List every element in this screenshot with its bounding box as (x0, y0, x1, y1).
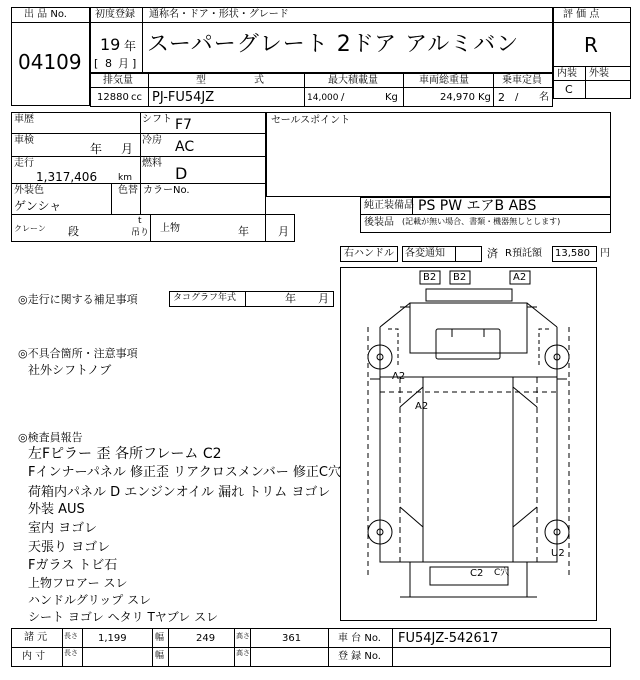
tachograph-label: タコグラフ年式 (173, 293, 237, 303)
tachograph-month-unit: 月 (318, 292, 329, 305)
gross-weight-label: 車両総重量 (419, 75, 469, 86)
capacity-label: 乗車定員 (502, 75, 542, 86)
damage-mark-a2: A2 (392, 371, 406, 382)
cooler-label: 冷房 (142, 135, 162, 146)
inspection-year-unit: 年 (90, 142, 103, 156)
cooler-value: AC (175, 139, 195, 155)
inspector-report-heading: ◎検査員報告 (18, 431, 83, 444)
recycle-deposit-label: R預託額 (505, 248, 542, 259)
inspector-line: 左Fピラー 歪 各所フレーム C2 (28, 446, 222, 462)
damage-mark-c-hole: C穴 (494, 568, 510, 578)
length-value: 1,199 (98, 633, 127, 644)
damage-mark-a2: A2 (415, 401, 429, 412)
shift-value: F7 (175, 117, 192, 133)
crane-stages: 段 (68, 225, 79, 238)
model-name-label: 通称名・ドア・形状・グレード (149, 9, 289, 20)
inspector-line: 室内 ヨゴレ (28, 521, 98, 536)
width-label: 幅 (155, 633, 165, 643)
crane-lift: 吊り (131, 228, 150, 238)
displacement-unit: cc (131, 92, 142, 103)
damage-mark-u2: U2 (551, 548, 565, 559)
fuel-label: 燃料 (142, 158, 162, 169)
recycle-deposit-value: 13,580 (555, 248, 590, 259)
inspector-line: Fインナーパネル 修正歪 リアクロスメンバー 修正C穴 (28, 465, 342, 480)
registration-number-label: 登 録 No. (338, 651, 381, 662)
aftermarket-label: 後装品 (364, 217, 394, 228)
loading-month-box (150, 214, 295, 242)
month-unit: 月 (118, 57, 129, 70)
height-label: 高さ (236, 632, 250, 640)
odometer-change-label: 各変通知 (405, 248, 445, 259)
interior-label: 内装 (557, 68, 577, 79)
chassis-label: 車 台 No. (338, 633, 381, 644)
equipment-label: 純正装備品 (364, 200, 414, 211)
exterior-label: 外装 (589, 68, 609, 79)
damage-mark-c2: C2 (470, 568, 484, 579)
lot-number-label: 出 品 No. (24, 9, 67, 20)
truck-diagram (340, 267, 597, 621)
inner-length-label: 長さ (64, 649, 78, 657)
driving-notes-heading: ◎走行に関する補足事項 (18, 293, 138, 306)
bracket-close: ] (132, 57, 137, 70)
displacement-value: 12880 (97, 92, 129, 103)
capacity-value: 2 (498, 91, 505, 104)
mileage-label: 走行 (14, 158, 34, 169)
damage-mark-a2: A2 (513, 272, 527, 283)
fuel-value: D (175, 164, 188, 183)
damage-mark-b2: B2 (423, 272, 437, 283)
bracket-open: [ (94, 57, 99, 70)
chassis-value: FU54JZ-542617 (398, 631, 499, 646)
first-registration-label: 初度登録 (95, 9, 135, 20)
mileage-unit: km (118, 173, 132, 183)
height-value: 361 (282, 633, 302, 644)
inspector-line: シート ヨゴレ ヘタリ Tヤブレ スレ (28, 610, 219, 624)
equipment-value: PS PW エアB ABS (418, 198, 537, 214)
history-label: 車歴 (14, 114, 34, 125)
loading-month-unit: 月 (278, 225, 289, 238)
dimensions-label: 諸 元 (24, 632, 48, 643)
inspector-line: 荷箱内パネル D エンジンオイル 漏れ トリム ヨゴレ (28, 485, 331, 500)
year-unit: 年 (124, 39, 137, 53)
inspector-line: 外装 AUS (28, 502, 85, 517)
loading-year-unit: 年 (238, 225, 249, 238)
displacement-label: 排気量 (103, 75, 133, 86)
inner-dimensions-label: 内 寸 (22, 651, 46, 662)
odometer-change-mark: 済 (487, 247, 498, 260)
inspector-line: 天張り ヨゴレ (28, 540, 111, 555)
aftermarket-note: (記載が無い場合、書類・機器無しとします) (402, 217, 561, 226)
inspection-month-unit: 月 (121, 142, 134, 156)
gross-weight-value: 24,970 (440, 92, 475, 103)
inspector-line: 上物フロアー スレ (28, 576, 128, 590)
tachograph-year-unit: 年 (285, 292, 296, 305)
crane-label: クレーン (14, 224, 46, 233)
registration-year: 19 (100, 35, 121, 54)
rating-value: R (584, 33, 598, 57)
interior-value: C (565, 83, 573, 96)
sales-point-label: セールスポイント (271, 115, 351, 126)
gross-weight-unit: Kg (478, 92, 491, 103)
inspector-line: Fガラス トビ石 (28, 558, 118, 573)
loading-label: 上物 (160, 223, 180, 234)
length-label: 長さ (64, 632, 78, 640)
max-load-separator: / (341, 92, 345, 103)
shift-label: シフト (142, 114, 172, 125)
color-number-label: カラーNo. (143, 185, 190, 196)
defect-item: 社外シフトノブ (28, 363, 112, 377)
model-type-value: PJ-FU54JZ (152, 90, 215, 105)
registration-month: 8 (105, 57, 112, 70)
model-type-label: 型 (196, 75, 206, 86)
max-load-unit: Kg (385, 92, 398, 103)
model-type-label-2: 式 (254, 75, 264, 86)
max-load-value: 14,000 (307, 93, 339, 103)
crane-tonnage: t (138, 216, 142, 226)
model-name: スーパーグレート 2ドア アルミバン (147, 32, 520, 57)
inspector-line: ハンドルグリップ スレ (28, 593, 152, 607)
color-label: 外装色 (14, 185, 44, 196)
lot-number: 04109 (18, 50, 82, 74)
color-change-label: 色替 (118, 185, 138, 196)
recycle-deposit-unit: 円 (600, 248, 610, 259)
capacity-separator: / (515, 92, 519, 103)
color-value: ゲンシャ (14, 199, 62, 213)
inner-height-label: 高さ (236, 649, 250, 657)
inner-width-label: 幅 (155, 651, 165, 661)
inspection-label: 車検 (14, 135, 34, 146)
max-load-label: 最大積載量 (328, 75, 378, 86)
damage-mark-b2: B2 (453, 272, 467, 283)
width-value: 249 (196, 633, 216, 644)
rating-label: 評 価 点 (563, 9, 600, 20)
defects-heading: ◎不具合箇所・注意事項 (18, 347, 138, 360)
mileage-value: 1,317,406 (36, 170, 98, 184)
capacity-unit: 名 (539, 92, 549, 103)
steering-value: 右ハンドル (344, 248, 394, 259)
